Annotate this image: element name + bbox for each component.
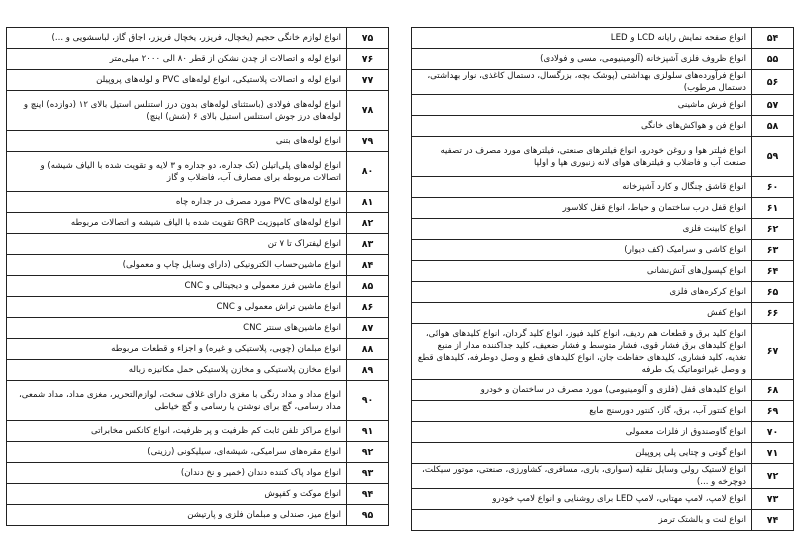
item-number: ۵۴ bbox=[752, 28, 794, 49]
item-number: ۸۸ bbox=[347, 339, 389, 360]
table-row bbox=[7, 255, 389, 276]
item-description: انواع مراکز تلفن ثابت کم ظرفیت و پر ظرفیت، انواع کانکس مخابراتی bbox=[7, 421, 347, 442]
table-row bbox=[7, 360, 389, 381]
item-number: ۷۴ bbox=[752, 510, 794, 531]
items-table-left bbox=[6, 27, 389, 526]
item-number: ۹۱ bbox=[347, 421, 389, 442]
table-row bbox=[7, 505, 389, 526]
item-description: انواع لوله‌های PVC مورد مصرف در جداره چاه bbox=[7, 192, 347, 213]
table-row bbox=[412, 28, 794, 49]
table-row bbox=[412, 489, 794, 510]
table-row bbox=[7, 421, 389, 442]
item-description: انواع گاوصندوق از فلزات معمولی bbox=[412, 422, 752, 443]
table-row bbox=[7, 318, 389, 339]
item-description: انواع قفل درب ساختمان و حیاط، انواع قفل کلاسور bbox=[412, 198, 752, 219]
items-table-right bbox=[411, 27, 794, 531]
item-description: انواع کنتور آب، برق، گاز، کنتور دورسنج مایع bbox=[412, 401, 752, 422]
table-row bbox=[7, 70, 389, 91]
item-number: ۹۲ bbox=[347, 442, 389, 463]
table-row bbox=[7, 463, 389, 484]
item-description: انواع لوله و اتصالات از چدن نشکن از قطر ۸۰ الی ۲۰۰۰ میلی‌متر bbox=[7, 49, 347, 70]
item-description: انواع کفش bbox=[412, 303, 752, 324]
table-row bbox=[412, 324, 794, 380]
item-description: انواع گونی و چتایی پلی پروپیلن bbox=[412, 443, 752, 464]
item-description: انواع فیلتر هوا و روغن خودرو، انواع فیلترهای صنعتی، فیلترهای مورد مصرف در تصفیه صنعت آب و فاضلاب و فیلترهای هوای لانه زنبوری هپا و اولپا bbox=[412, 137, 752, 177]
table-row bbox=[412, 219, 794, 240]
table-row bbox=[7, 484, 389, 505]
item-number: ۷۷ bbox=[347, 70, 389, 91]
item-description: انواع لوله و اتصالات پلاستیکی، انواع لوله‌های PVC و لوله‌های پروپیلن bbox=[7, 70, 347, 91]
item-description: انواع لامپ، لامپ مهتابی، لامپ LED برای روشنایی و انواع لامپ خودرو bbox=[412, 489, 752, 510]
table-row bbox=[7, 442, 389, 463]
item-description: انواع لوله‌های کامپوزیت GRP تقویت شده با الیاف شیشه و اتصالات مربوطه bbox=[7, 213, 347, 234]
table-row bbox=[412, 282, 794, 303]
item-description: انواع کاشی و سرامیک (کف دیوار) bbox=[412, 240, 752, 261]
item-description: انواع میز، صندلی و مبلمان فلزی و پارتیشن bbox=[7, 505, 347, 526]
item-number: ۶۱ bbox=[752, 198, 794, 219]
table-row bbox=[412, 401, 794, 422]
table-row bbox=[412, 261, 794, 282]
item-number: ۸۳ bbox=[347, 234, 389, 255]
table-row bbox=[7, 297, 389, 318]
item-number: ۶۲ bbox=[752, 219, 794, 240]
item-description: انواع لوله‌های پلی‌اتیلن (تک جداره، دو جداره و ۳ لایه و تقویت شده با الیاف شیشه) و اتصالات مربوطه برای مصارف آب، فاضلاب و گاز bbox=[7, 152, 347, 192]
table-row bbox=[412, 443, 794, 464]
item-description: انواع ماشین تراش معمولی و CNC bbox=[7, 297, 347, 318]
item-number: ۶۷ bbox=[752, 324, 794, 380]
item-number: ۶۹ bbox=[752, 401, 794, 422]
item-number: ۷۱ bbox=[752, 443, 794, 464]
item-description: انواع لیفتراک تا ۷ تن bbox=[7, 234, 347, 255]
item-number: ۶۰ bbox=[752, 177, 794, 198]
table-row bbox=[7, 152, 389, 192]
table-row bbox=[7, 28, 389, 49]
table-row bbox=[7, 213, 389, 234]
table-row bbox=[412, 95, 794, 116]
item-number: ۵۹ bbox=[752, 137, 794, 177]
item-number: ۵۸ bbox=[752, 116, 794, 137]
item-number: ۵۶ bbox=[752, 70, 794, 95]
item-number: ۷۸ bbox=[347, 91, 389, 131]
table-row bbox=[412, 380, 794, 401]
item-description: انواع لوازم خانگی حجیم (یخچال، فریزر، یخچال فریزر، اجاق گاز، لباسشویی و ...) bbox=[7, 28, 347, 49]
item-description: انواع ظروف فلزی آشپزخانه (آلومینیومی، مسی و فولادی) bbox=[412, 49, 752, 70]
item-description: انواع فن و هواکش‌های خانگی bbox=[412, 116, 752, 137]
item-number: ۸۴ bbox=[347, 255, 389, 276]
item-description: انواع کلیدهای قفل (فلزی و آلومینیومی) مورد مصرف در ساختمان و خودرو bbox=[412, 380, 752, 401]
item-number: ۸۹ bbox=[347, 360, 389, 381]
table-row bbox=[412, 422, 794, 443]
item-number: ۶۵ bbox=[752, 282, 794, 303]
table-row bbox=[412, 510, 794, 531]
item-description: انواع لاستیک رولی وسایل نقلیه (سواری، باری، مسافری، کشاورزی، صنعتی، موتور سیکلت، دوچرخه و ...) bbox=[412, 464, 752, 489]
item-description: انواع مواد پاک کننده دندان (خمیر و نخ دندان) bbox=[7, 463, 347, 484]
table-row bbox=[7, 91, 389, 131]
item-description: انواع صفحه نمایش رایانه LCD و LED bbox=[412, 28, 752, 49]
item-description: انواع کرکره‌های فلزی bbox=[412, 282, 752, 303]
item-number: ۷۰ bbox=[752, 422, 794, 443]
table-row bbox=[412, 198, 794, 219]
item-description: انواع قاشق چنگال و کارد آشپزخانه bbox=[412, 177, 752, 198]
item-number: ۹۵ bbox=[347, 505, 389, 526]
item-description: انواع کلید برق و قطعات هم ردیف، انواع کلید فیوز، انواع کلید گردان، انواع کلیدهای هوائی، انواع کلیدهای برق فشار قوی، فشار متوسط و فشار ضعیف، کلید جداکننده مدار از منبع تغذیه، کلید فشاری، کلیدهای حفاظت جان، انواع کلیدهای قطع و وصل دوطرفه، کلیدهای قطع و وصل غیراتوماتیک یک طرفه bbox=[412, 324, 752, 380]
item-description: انواع کابینت فلزی bbox=[412, 219, 752, 240]
table-row bbox=[412, 49, 794, 70]
item-number: ۵۵ bbox=[752, 49, 794, 70]
item-description: انواع مقره‌های سرامیکی، شیشه‌ای، سیلیکونی (رزینی) bbox=[7, 442, 347, 463]
table-row bbox=[7, 381, 389, 421]
item-number: ۸۰ bbox=[347, 152, 389, 192]
item-number: ۹۰ bbox=[347, 381, 389, 421]
item-number: ۸۵ bbox=[347, 276, 389, 297]
table-row bbox=[7, 49, 389, 70]
item-description: انواع فرآورده‌های سلولزی بهداشتی (پوشک بچه، بزرگسال، دستمال کاغذی، نوار بهداشتی، دستمال مرطوب) bbox=[412, 70, 752, 95]
table-row bbox=[412, 137, 794, 177]
item-number: ۷۶ bbox=[347, 49, 389, 70]
table-row bbox=[412, 240, 794, 261]
table-row bbox=[412, 177, 794, 198]
item-description: انواع لنت و بالشتک ترمز bbox=[412, 510, 752, 531]
table-row bbox=[412, 303, 794, 324]
item-number: ۷۳ bbox=[752, 489, 794, 510]
item-description: انواع مداد و مداد رنگی با مغزی دارای غلاف سخت، لوازم‌التحریر، مغزی مداد، مداد شمعی، مداد رسامی، گچ برای نوشتن یا رسامی و گچ خیاطی bbox=[7, 381, 347, 421]
item-number: ۹۴ bbox=[347, 484, 389, 505]
item-description: انواع لوله‌های فولادی (باستثنای لوله‌های بدون درز استنلس استیل بالای ۱۲ (دوازده) اینچ و لوله‌های درز جوش استنلس استیل بالای ۶ (شش) اینچ) bbox=[7, 91, 347, 131]
table-row bbox=[412, 116, 794, 137]
item-description: انواع فرش ماشینی bbox=[412, 95, 752, 116]
item-number: ۷۲ bbox=[752, 464, 794, 489]
table-row bbox=[7, 276, 389, 297]
item-number: ۶۴ bbox=[752, 261, 794, 282]
item-description: انواع مبلمان (چوبی، پلاستیکی و غیره) و اجزاء و قطعات مربوطه bbox=[7, 339, 347, 360]
item-number: ۸۶ bbox=[347, 297, 389, 318]
item-description: انواع ماشین‌های سنتر CNC bbox=[7, 318, 347, 339]
item-number: ۶۸ bbox=[752, 380, 794, 401]
item-number: ۸۲ bbox=[347, 213, 389, 234]
item-description: انواع لوله‌های بتنی bbox=[7, 131, 347, 152]
item-number: ۶۳ bbox=[752, 240, 794, 261]
item-number: ۶۶ bbox=[752, 303, 794, 324]
item-description: انواع ماشین‌حساب الکترونیکی (دارای وسایل چاپ و معمولی) bbox=[7, 255, 347, 276]
item-number: ۷۵ bbox=[347, 28, 389, 49]
item-number: ۵۷ bbox=[752, 95, 794, 116]
item-description: انواع موکت و کفپوش bbox=[7, 484, 347, 505]
table-row bbox=[7, 192, 389, 213]
table-row bbox=[7, 131, 389, 152]
item-description: انواع کپسول‌های آتش‌نشانی bbox=[412, 261, 752, 282]
item-number: ۷۹ bbox=[347, 131, 389, 152]
table-row bbox=[7, 339, 389, 360]
item-description: انواع ماشین فرز معمولی و دیجیتالی و CNC bbox=[7, 276, 347, 297]
item-description: انواع مخازن پلاستیکی و مخازن پلاستیکی حمل مکانیزه زباله bbox=[7, 360, 347, 381]
item-number: ۸۷ bbox=[347, 318, 389, 339]
table-row bbox=[412, 464, 794, 489]
item-number: ۹۳ bbox=[347, 463, 389, 484]
item-number: ۸۱ bbox=[347, 192, 389, 213]
table-row bbox=[412, 70, 794, 95]
table-row bbox=[7, 234, 389, 255]
